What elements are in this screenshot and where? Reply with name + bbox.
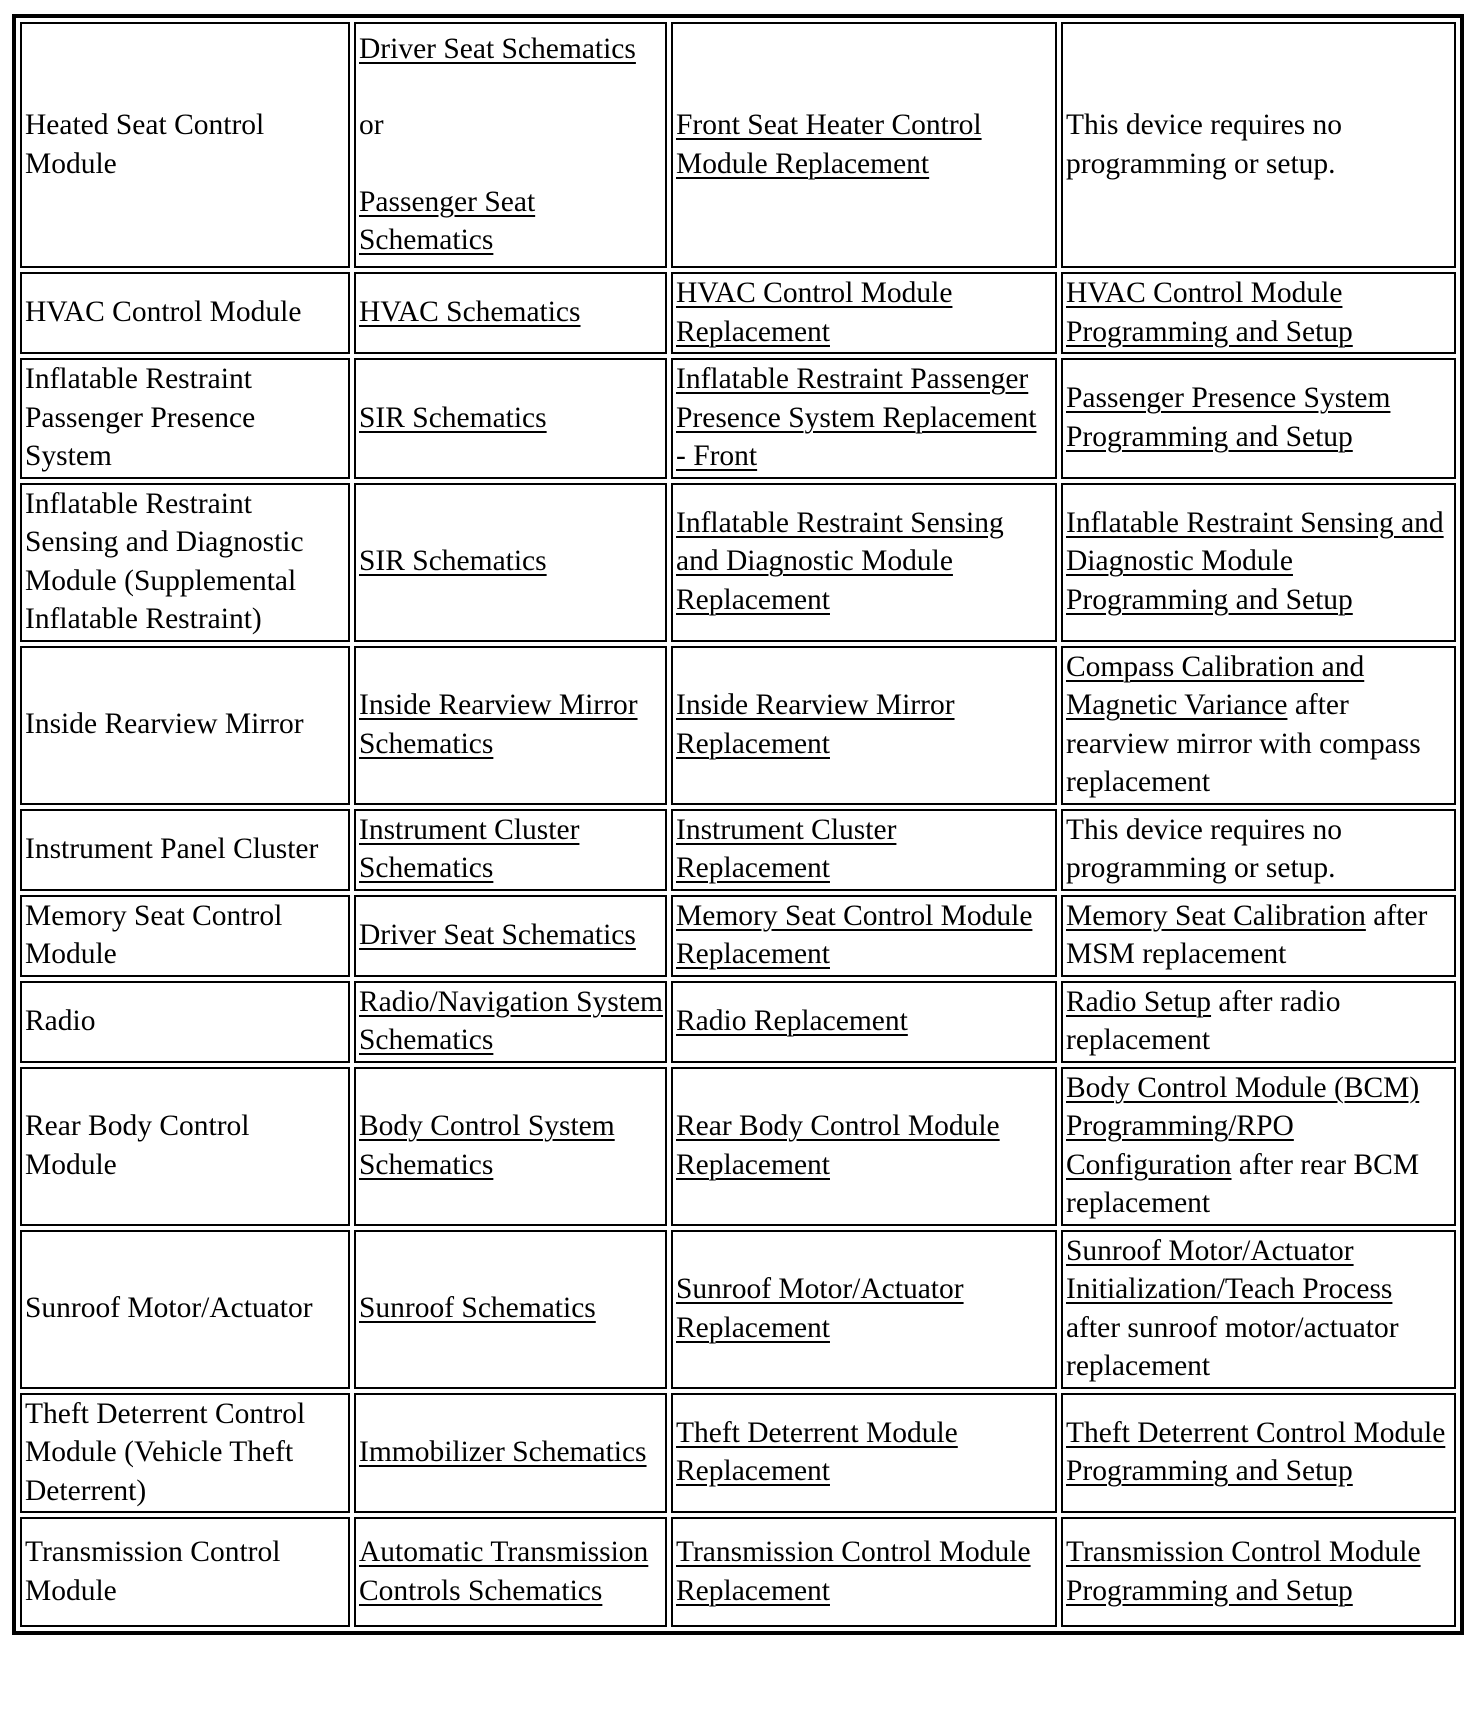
programming-cell xyxy=(1061,272,1456,354)
programming-text: after rear BCM replacement xyxy=(1066,1148,1420,1219)
programming-cell xyxy=(1061,483,1456,642)
module-name-cell xyxy=(20,1230,350,1389)
programming-link[interactable]: Theft Deterrent Control Module Programming and Setup xyxy=(1066,1416,1446,1488)
schematics-entry xyxy=(359,30,663,69)
schematics-cell xyxy=(354,895,667,977)
programming-text: This device requires no programming or setup. xyxy=(1066,813,1343,884)
table-row xyxy=(20,981,1456,1063)
programming-link[interactable]: HVAC Control Module Programming and Setup xyxy=(1066,277,1353,348)
schematics-entry xyxy=(359,106,663,145)
module-name: HVAC Control Module xyxy=(25,296,302,329)
spacer xyxy=(359,68,663,106)
module-name-cell xyxy=(20,22,350,268)
replacement-link[interactable]: Inside Rearview Mirror Replacement xyxy=(676,689,955,760)
replacement-cell xyxy=(671,1067,1057,1226)
programming-link[interactable]: Compass Calibration and Magnetic Variance xyxy=(1066,650,1365,721)
table-row xyxy=(20,22,1456,268)
module-name: Inside Rearview Mirror xyxy=(25,708,304,741)
programming-link[interactable]: Passenger Presence System Programming and Setup xyxy=(1066,382,1391,453)
module-name: Rear Body Control Module xyxy=(25,1110,250,1181)
module-name: Instrument Panel Cluster xyxy=(25,832,319,865)
programming-cell xyxy=(1061,981,1456,1063)
schematics-link[interactable]: Body Control System Schematics xyxy=(359,1110,615,1181)
programming-link[interactable]: Transmission Control Module Programming and Setup xyxy=(1066,1536,1421,1607)
table-row xyxy=(20,1230,1456,1389)
schematics-link[interactable]: Immobilizer Schematics xyxy=(359,1436,647,1468)
replacement-cell xyxy=(671,1517,1057,1627)
schematics-link[interactable]: SIR Schematics xyxy=(359,545,547,578)
table-row xyxy=(20,646,1456,805)
schematics-link[interactable]: Automatic Transmission Controls Schematics xyxy=(359,1536,649,1607)
schematics-link[interactable]: Driver Seat Schematics xyxy=(359,918,636,951)
replacement-link[interactable]: Inflatable Restraint Passenger Presence System Replacement - Front xyxy=(676,363,1037,472)
programming-cell xyxy=(1061,1067,1456,1226)
module-name: Memory Seat Control Module xyxy=(25,899,283,970)
spacer xyxy=(359,145,663,183)
schematics-link[interactable]: Inside Rearview Mirror Schematics xyxy=(359,689,638,760)
programming-cell xyxy=(1061,22,1456,268)
replacement-link[interactable]: Radio Replacement xyxy=(676,1004,908,1037)
programming-link[interactable]: Sunroof Motor/Actuator Initialization/Teach Process xyxy=(1066,1234,1393,1305)
module-name-cell xyxy=(20,895,350,977)
schematics-link[interactable]: Radio/Navigation System Schematics xyxy=(359,985,663,1056)
replacement-cell xyxy=(671,272,1057,354)
schematics-text: or xyxy=(359,109,384,141)
schematics-link[interactable]: HVAC Schematics xyxy=(359,296,581,329)
programming-cell xyxy=(1061,646,1456,805)
programming-link[interactable]: Radio Setup xyxy=(1066,985,1212,1018)
schematics-cell xyxy=(354,981,667,1063)
schematics-cell xyxy=(354,809,667,891)
replacement-cell xyxy=(671,981,1057,1063)
module-name-cell xyxy=(20,646,350,805)
schematics-cell xyxy=(354,272,667,354)
schematics-link[interactable]: Passenger Seat Schematics xyxy=(359,185,536,256)
module-name: Heated Seat Control Module xyxy=(25,109,265,180)
table-row xyxy=(20,1067,1456,1226)
table-row xyxy=(20,272,1456,354)
module-name: Sunroof Motor/Actuator xyxy=(25,1292,313,1325)
replacement-cell xyxy=(671,1393,1057,1514)
schematics-cell xyxy=(354,22,667,268)
schematics-cell xyxy=(354,646,667,805)
module-name: Theft Deterrent Control Module (Vehicle Theft Deterrent) xyxy=(25,1397,306,1507)
replacement-cell xyxy=(671,646,1057,805)
programming-cell xyxy=(1061,1393,1456,1514)
schematics-cell xyxy=(354,1517,667,1627)
replacement-cell xyxy=(671,22,1057,268)
replacement-link[interactable]: HVAC Control Module Replacement xyxy=(676,277,953,348)
programming-text: after sunroof motor/actuator replacement xyxy=(1066,1311,1399,1382)
module-name-cell xyxy=(20,1393,350,1514)
replacement-cell xyxy=(671,895,1057,977)
programming-text: after radio replacement xyxy=(1066,985,1341,1056)
schematics-cell xyxy=(354,1067,667,1226)
module-name-cell xyxy=(20,981,350,1063)
schematics-cell xyxy=(354,483,667,642)
replacement-link[interactable]: Inflatable Restraint Sensing and Diagnostic Module Replacement xyxy=(676,506,1004,616)
schematics-link[interactable]: SIR Schematics xyxy=(359,401,547,434)
table-row xyxy=(20,358,1456,479)
table-row xyxy=(20,1517,1456,1627)
replacement-link[interactable]: Memory Seat Control Module Replacement xyxy=(676,899,1033,970)
programming-text: after rearview mirror with compass replacement xyxy=(1066,689,1421,798)
module-name-cell xyxy=(20,809,350,891)
programming-text: This device requires no programming or setup. xyxy=(1066,109,1343,180)
table-row xyxy=(20,1393,1456,1514)
programming-link[interactable]: Inflatable Restraint Sensing and Diagnostic Module Programming and Setup xyxy=(1066,506,1444,616)
programming-cell xyxy=(1061,809,1456,891)
schematics-cell xyxy=(354,1393,667,1514)
programming-cell xyxy=(1061,358,1456,479)
replacement-link[interactable]: Rear Body Control Module Replacement xyxy=(676,1110,1000,1181)
table-body xyxy=(20,22,1456,1627)
table-row xyxy=(20,809,1456,891)
programming-cell xyxy=(1061,895,1456,977)
module-name: Inflatable Restraint Passenger Presence System xyxy=(25,363,256,472)
replacement-cell xyxy=(671,483,1057,642)
replacement-link[interactable]: Sunroof Motor/Actuator Replacement xyxy=(676,1273,964,1344)
programming-link[interactable]: Body Control Module (BCM) Programming/RPO Configuration xyxy=(1066,1071,1420,1181)
replacement-cell xyxy=(671,358,1057,479)
module-name: Radio xyxy=(25,1004,96,1037)
schematics-cell xyxy=(354,358,667,479)
module-name-cell xyxy=(20,358,350,479)
replacement-link[interactable]: Theft Deterrent Module Replacement xyxy=(676,1416,958,1488)
table-row xyxy=(20,895,1456,977)
module-name: Inflatable Restraint Sensing and Diagnostic Module (Supplemental Inflatable Restraint) xyxy=(25,487,304,635)
schematics-link[interactable]: Instrument Cluster Schematics xyxy=(359,813,580,884)
replacement-link[interactable]: Instrument Cluster Replacement xyxy=(676,813,897,884)
module-service-table xyxy=(12,14,1464,1635)
schematics-link[interactable]: Sunroof Schematics xyxy=(359,1292,596,1325)
replacement-link[interactable]: Front Seat Heater Control Module Replacement xyxy=(676,109,982,180)
document-page xyxy=(12,14,1460,1635)
module-name-cell xyxy=(20,1067,350,1226)
schematics-link[interactable]: Driver Seat Schematics xyxy=(359,32,636,65)
replacement-cell xyxy=(671,1230,1057,1389)
module-name-cell xyxy=(20,483,350,642)
module-name: Transmission Control Module xyxy=(25,1536,281,1607)
replacement-link[interactable]: Transmission Control Module Replacement xyxy=(676,1536,1031,1607)
module-name-cell xyxy=(20,1517,350,1627)
schematics-cell xyxy=(354,1230,667,1389)
programming-cell xyxy=(1061,1517,1456,1627)
programming-cell xyxy=(1061,1230,1456,1389)
module-name-cell xyxy=(20,272,350,354)
table-row xyxy=(20,483,1456,642)
schematics-entry xyxy=(359,183,663,260)
replacement-cell xyxy=(671,809,1057,891)
programming-link[interactable]: Memory Seat Calibration xyxy=(1066,899,1366,932)
programming-text: after MSM replacement xyxy=(1066,899,1428,970)
